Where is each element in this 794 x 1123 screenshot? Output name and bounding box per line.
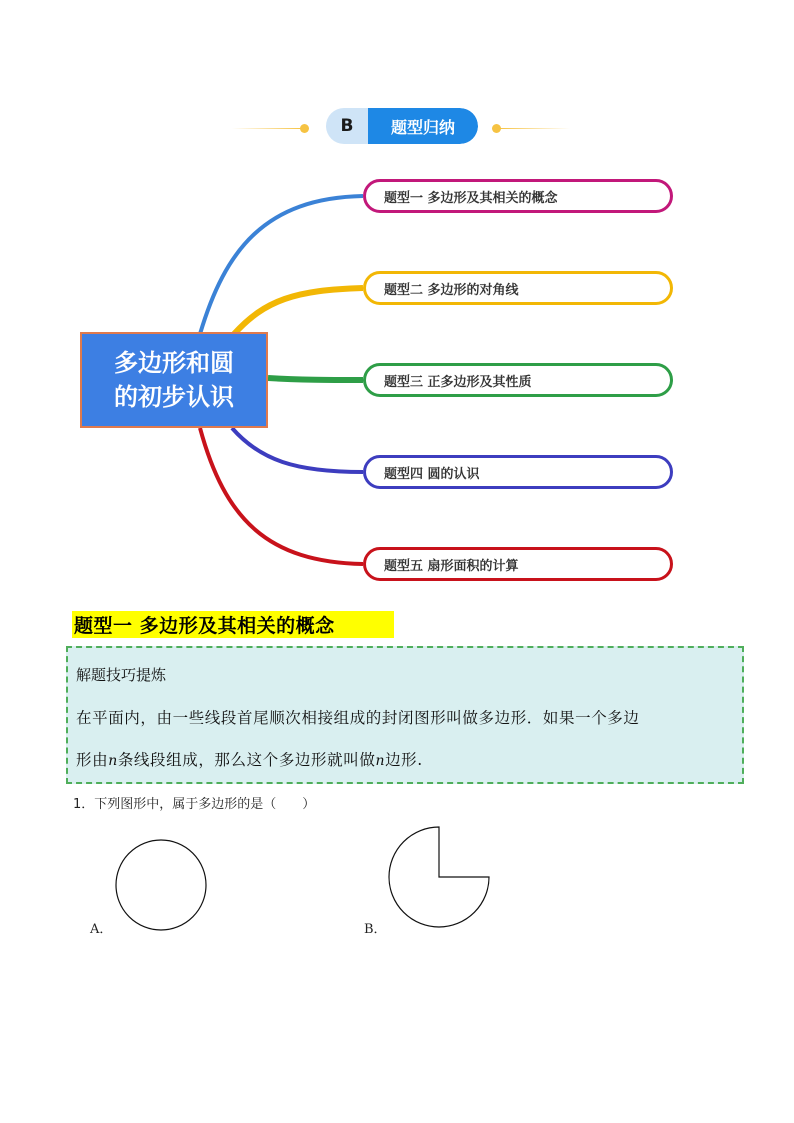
tip-box — [66, 646, 744, 784]
mind-map-center — [80, 332, 268, 428]
tip-line-2-part3: 边形. — [385, 751, 423, 769]
branch-topic-5[interactable]: 题型五 扇形面积的计算 — [363, 547, 673, 581]
option-b-sector — [384, 822, 496, 934]
option-a-circle — [110, 834, 212, 936]
tip-line-2-part1: 形由 — [76, 751, 109, 769]
section-heading: 题型一 多边形及其相关的概念 — [72, 611, 394, 638]
tip-var-n-1: n — [108, 753, 118, 769]
option-a-label[interactable]: A． — [90, 922, 113, 937]
question-text: 1．下列图形中，属于多边形的是（ ） — [73, 797, 316, 812]
connector-4 — [232, 428, 363, 472]
tip-line-1: 在平面内，由一些线段首尾顺次相接组成的封闭图形叫做多边形．如果一个多边 — [76, 709, 640, 727]
option-b-label[interactable]: B． — [364, 922, 387, 937]
branch-topic-3[interactable]: 题型三 正多边形及其性质 — [363, 363, 673, 397]
tip-line-2-part2: 条线段组成，那么这个多边形就叫做 — [117, 751, 376, 769]
connector-1 — [200, 196, 363, 334]
badge-letter: B — [326, 108, 368, 144]
tip-line-2 — [76, 748, 423, 770]
connector-5 — [200, 428, 363, 564]
badge-title: 题型归纳 — [368, 108, 478, 144]
branch-topic-1[interactable]: 题型一 多边形及其相关的概念 — [363, 179, 673, 213]
connector-2 — [234, 288, 363, 334]
branch-topic-4[interactable]: 题型四 圆的认识 — [363, 455, 673, 489]
connector-3 — [268, 378, 363, 380]
tip-title: 解题技巧提炼 — [76, 666, 167, 684]
branch-topic-2[interactable]: 题型二 多边形的对角线 — [363, 271, 673, 305]
center-line-1: 多边形和圆 — [114, 349, 234, 377]
tip-var-n-2: n — [375, 753, 386, 769]
center-line-2: 的初步认识 — [114, 383, 234, 411]
